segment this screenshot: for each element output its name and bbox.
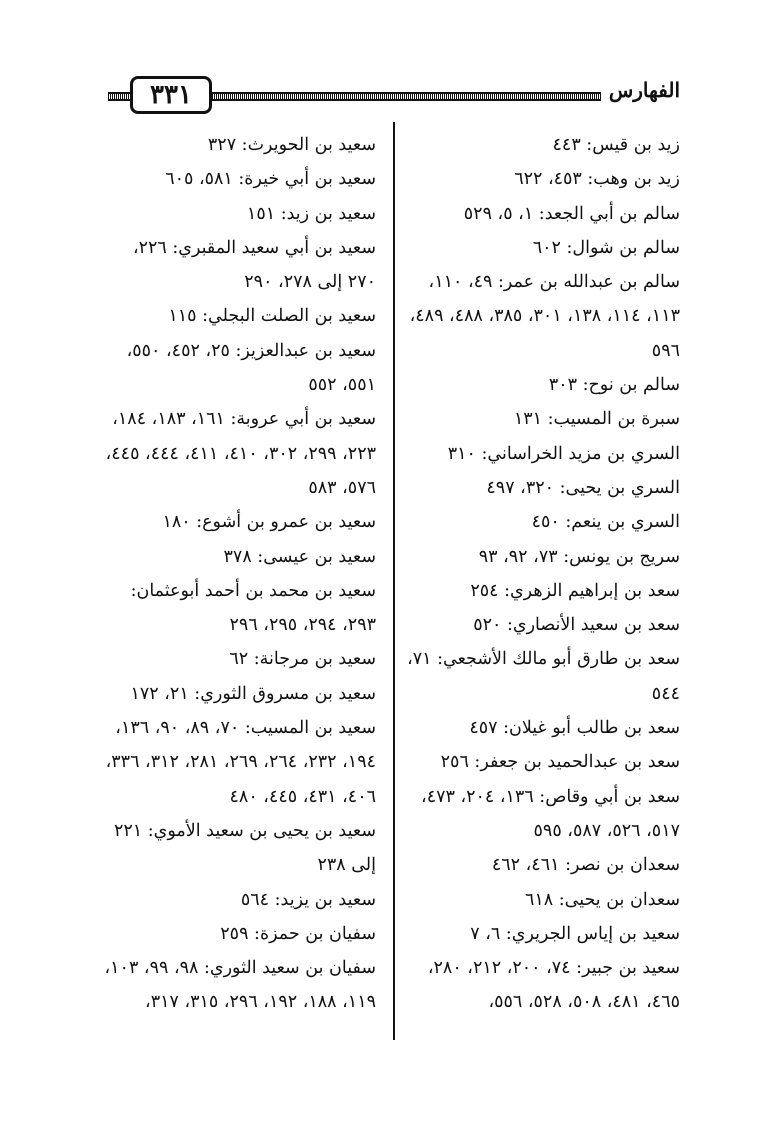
entry-name: سعيد بن مسروق الثوري xyxy=(200,683,376,704)
entry-name: سعيد بن عيسى xyxy=(263,546,376,567)
index-entry: سالم بن نوح: ٣٠٣ xyxy=(548,375,680,396)
entry-pages: ٩٨، ٩٩، ١٠٣، ١١٩، ١٨٨، ١٩٢، ٢٩٦، ٣١٥، ٣١٧، xyxy=(104,958,376,1013)
entry-name: سعيد بن المسيب xyxy=(250,718,376,739)
entry-name: سعد بن أبي وقاص xyxy=(545,786,680,807)
entry-pages: ٣٠٣ xyxy=(548,375,578,396)
entry-name: سعد بن طالب أبو غيلان xyxy=(508,718,680,739)
entry-pages: ٢٢٦، ٢٧٠ إلى ٢٧٨، ٢٩٠ xyxy=(132,237,376,293)
index-column-right xyxy=(393,128,680,1020)
entry-name: سعيد بن أبي سعيد المقبري xyxy=(178,237,376,258)
entry-name: سبرة بن المسيب xyxy=(553,409,680,430)
index-entry: سعيد بن عبدالعزيز: ٢٥، ٤٥٢، ٥٥٠، ٥٥١، ٥٥٢ xyxy=(126,340,376,396)
entry-name: سعيد بن إياس الجريري xyxy=(511,923,680,944)
entry-pages: ٢٥٤ xyxy=(470,580,499,601)
entry-name: سفيان بن حمزة xyxy=(259,923,376,944)
entry-pages: ٣٢٧ xyxy=(207,135,237,155)
index-entry: سريج بن يونس: ٧٣، ٩٢، ٩٣ xyxy=(478,546,680,567)
entry-name: سعيد بن يزيد xyxy=(280,889,376,910)
entry-name: سعد بن عبدالحميد بن جعفر xyxy=(480,752,680,773)
index-entry: سعيد بن أبي عروبة: ١٦١، ١٨٣، ١٨٤، ٢٢٣، ٢٩٩، ٣٠٢، ٤١٠، ٤١١، ٤٤٤، ٤٤٥، ٥٧٦، ٥٨٣ xyxy=(105,409,376,498)
entry-pages: ٦٢ xyxy=(229,649,249,670)
entry-pages: ٤٥٧ xyxy=(469,718,498,739)
entry-pages: ٥٦٤ xyxy=(240,889,270,910)
index-entry: سعد بن عبدالحميد بن جعفر: ٢٥٦ xyxy=(440,752,680,773)
index-entry: سالم بن عبدالله بن عمر: ٤٩، ١١٠، ١١٣، ١١٤، ١٣٨، ٣٠١، ٣٨٥، ٤٨٨، ٤٨٩، ٥٩٦ xyxy=(409,272,680,361)
entry-name: سعيد بن أبي عروبة xyxy=(236,409,376,430)
entry-name: سعد بن إبراهيم الزهري xyxy=(509,580,680,601)
entry-name: سالم بن نوح xyxy=(588,375,680,396)
index-entry: سعيد بن أبي خيرة: ٥٨١، ٦٠٥ xyxy=(165,169,376,190)
index-entry: السري بن يحيى: ٣٢٠، ٤٩٧ xyxy=(486,477,680,498)
entry-pages: ٥٨١، ٦٠٥ xyxy=(165,169,233,190)
entry-name: سعيد بن زيد xyxy=(286,203,376,224)
index-entry: سفيان بن حمزة: ٢٥٩ xyxy=(220,923,376,944)
entry-pages: ٧٠، ٨٩، ٩٠، ١٣٦، ١٩٤، ٢٣٢، ٢٦٤، ٢٦٩، ٢٨١، ٣١٢، ٣٣٦، ٤٠٦، ٤٣١، ٤٤٥، ٤٨٠ xyxy=(105,718,376,807)
index-entry: سعد بن أبي وقاص: ١٣٦، ٢٠٤، ٤٧٣، ٥١٧، ٥٢٦، ٥٨٧، ٥٩٥ xyxy=(421,786,680,841)
entry-pages: ٣٢٠، ٤٩٧ xyxy=(486,477,555,498)
index-entry: سالم بن شوال: ٦٠٢ xyxy=(532,237,680,258)
page-header xyxy=(108,76,680,116)
entry-name: سعيد بن مرجانة xyxy=(259,649,376,670)
entry-name: سعدان بن يحيى xyxy=(564,889,680,910)
entry-pages: ٢٩٣، ٢٩٤، ٢٩٥، ٢٩٦ xyxy=(229,615,376,636)
index-entry: سفيان بن سعيد الثوري: ٩٨، ٩٩، ١٠٣، ١١٩، ١٨٨، ١٩٢، ٢٩٦، ٣١٥، ٣١٧، xyxy=(104,958,376,1013)
index-entry: سعد بن طالب أبو غيلان: ٤٥٧ xyxy=(469,718,680,739)
index-entry: سعيد بن مسروق الثوري: ٢١، ١٧٢ xyxy=(130,683,376,704)
entry-pages: ١٥١ xyxy=(246,203,276,224)
index-entry: سعدان بن نصر: ٤٦١، ٤٦٢ xyxy=(491,855,680,876)
entry-pages: ٢٢١ إلى ٢٣٨ xyxy=(113,820,376,876)
entry-name: السري بن مزيد الخراساني xyxy=(487,443,680,464)
index-entry: سعيد بن الصلت البجلي: ١١٥ xyxy=(168,306,376,327)
index-entry: سعيد بن زيد: ١٥١ xyxy=(246,203,376,224)
index-entry: سعيد بن جبير: ٧٤، ٢٠٠، ٢١٢، ٢٨٠، ٤٦٥، ٤٨١، ٥٠٨، ٥٢٨، ٥٥٦، xyxy=(427,958,680,1013)
index-entry: سعد بن طارق أبو مالك الأشجعي: ٧١، ٥٤٤ xyxy=(407,649,680,704)
entry-name: سعد بن طارق أبو مالك الأشجعي xyxy=(443,649,680,670)
page-number: ٣٣١ xyxy=(130,76,212,114)
entry-name: السري بن ينعم xyxy=(571,512,680,533)
index-entry: سعيد بن عمرو بن أشوع: ١٨٠ xyxy=(162,512,376,533)
entry-pages: ٢٥، ٤٥٢، ٥٥٠، ٥٥١، ٥٥٢ xyxy=(126,340,376,396)
entry-pages: ٤٥٣، ٦٢٢ xyxy=(514,169,582,190)
entry-pages: ١٣١ xyxy=(513,409,543,430)
entry-name: سعيد بن الحويرث xyxy=(247,135,376,155)
index-entry: سعيد بن أبي سعيد المقبري: ٢٢٦، ٢٧٠ إلى ٢٧٨، ٢٩٠ xyxy=(132,237,376,293)
entry-name: سعدان بن نصر xyxy=(570,855,680,876)
index-entry: سعد بن إبراهيم الزهري: ٢٥٤ xyxy=(470,580,680,601)
index-entry: سعيد بن الحويرث: ٣٢٧ xyxy=(207,135,376,155)
entry-pages: ٤٥٠ xyxy=(531,512,560,533)
entry-name: سعد بن سعيد الأنصاري xyxy=(512,615,680,636)
index-entry: سعيد بن يحيى بن سعيد الأموي: ٢٢١ إلى ٢٣٨ xyxy=(113,820,376,876)
index-entry: سعيد بن إياس الجريري: ٦، ٧ xyxy=(470,923,680,944)
entry-pages: ٤٤٣ xyxy=(552,135,581,155)
index-entry: زيد بن وهب: ٤٥٣، ٦٢٢ xyxy=(514,169,680,190)
index-entry: سعيد بن يزيد: ٥٦٤ xyxy=(240,889,376,910)
index-entry: سعيد بن محمد بن أحمد أبوعثمان: ٢٩٣، ٢٩٤، ٢٩٥، ٢٩٦ xyxy=(130,580,376,636)
entry-name: سالم بن عبدالله بن عمر xyxy=(503,272,680,293)
entry-name: السري بن يحيى xyxy=(565,477,680,498)
index-entry: سبرة بن المسيب: ١٣١ xyxy=(513,409,680,430)
index-entry: زيد بن قيس: ٤٤٣ xyxy=(552,135,680,155)
entry-name: سعيد بن يحيى بن سعيد الأموي xyxy=(153,820,376,841)
index-entry: سعد بن سعيد الأنصاري: ٥٢٠ xyxy=(473,615,680,636)
entry-pages: ١٣٦، ٢٠٤، ٤٧٣، ٥١٧، ٥٢٦، ٥٨٧، ٥٩٥ xyxy=(421,786,680,841)
index-entry: سعيد بن مرجانة: ٦٢ xyxy=(229,649,376,670)
entry-name: سعيد بن جبير xyxy=(582,958,680,979)
entry-pages: ٧٣، ٩٢، ٩٣ xyxy=(478,546,558,567)
entry-name: زيد بن وهب xyxy=(593,169,680,190)
index-entry: السري بن ينعم: ٤٥٠ xyxy=(531,512,680,533)
entry-pages: ٧١، ٥٤٤ xyxy=(407,649,680,704)
entry-pages: ٢١، ١٧٢ xyxy=(130,683,189,704)
entry-name: سعيد بن الصلت البجلي xyxy=(208,306,376,327)
index-entry: سعيد بن عيسى: ٣٧٨ xyxy=(223,546,376,567)
entry-pages: ٤٩، ١١٠، ١١٣، ١١٤، ١٣٨، ٣٠١، ٣٨٥، ٤٨٨، ٤٨٩، ٥٩٦ xyxy=(409,272,680,361)
entry-pages: ٥٢٠ xyxy=(473,615,502,636)
entry-pages: ٦، ٧ xyxy=(470,923,501,944)
entry-pages: ٣١٠ xyxy=(447,443,476,464)
entry-pages: ١١٥ xyxy=(168,306,197,327)
index-entry: السري بن مزيد الخراساني: ٣١٠ xyxy=(447,443,680,464)
index-column-left xyxy=(100,128,376,1020)
entry-pages: ٦٠٢ xyxy=(532,237,561,258)
index-entry: سعدان بن يحيى: ٦١٨ xyxy=(524,889,680,910)
entry-name: سعيد بن عبدالعزيز xyxy=(241,340,376,361)
entry-pages: ١٦١، ١٨٣، ١٨٤، ٢٢٣، ٢٩٩، ٣٠٢، ٤١٠، ٤١١، ٤٤٤، ٤٤٥، ٥٧٦، ٥٨٣ xyxy=(105,409,376,498)
entry-pages: ١٨٠ xyxy=(162,512,191,533)
entry-pages: ٢٥٦ xyxy=(440,752,469,773)
section-title: الفهارس xyxy=(601,78,680,102)
entry-pages: ٣٧٨ xyxy=(223,546,252,567)
entry-pages: ١، ٥، ٥٢٩ xyxy=(463,203,534,224)
entry-name: سعيد بن أبي خيرة xyxy=(244,169,376,190)
entry-pages: ٧٤، ٢٠٠، ٢١٢، ٢٨٠، ٤٦٥، ٤٨١، ٥٠٨، ٥٢٨، ٥٥٦، xyxy=(427,958,680,1013)
entry-pages: ٢٥٩ xyxy=(220,923,249,944)
entry-name: سفيان بن سعيد الثوري xyxy=(209,958,376,979)
entry-name: سعيد بن محمد بن أحمد أبوعثمان xyxy=(136,580,376,601)
entry-name: سريج بن يونس xyxy=(569,546,680,567)
index-entry: سعيد بن المسيب: ٧٠، ٨٩، ٩٠، ١٣٦، ١٩٤، ٢٣٢، ٢٦٤، ٢٦٩، ٢٨١، ٣١٢، ٣٣٦، ٤٠٦، ٤٣١، ٤٤٥، ٤٨٠ xyxy=(105,718,376,807)
entry-name: سالم بن أبي الجعد xyxy=(544,203,680,224)
entry-pages: ٤٦١، ٤٦٢ xyxy=(491,855,560,876)
index-entry: سالم بن أبي الجعد: ١، ٥، ٥٢٩ xyxy=(463,203,680,224)
entry-pages: ٦١٨ xyxy=(524,889,554,910)
entry-name: سالم بن شوال xyxy=(572,237,680,258)
entry-name: زيد بن قيس xyxy=(592,135,680,155)
entry-name: سعيد بن عمرو بن أشوع xyxy=(202,512,376,533)
